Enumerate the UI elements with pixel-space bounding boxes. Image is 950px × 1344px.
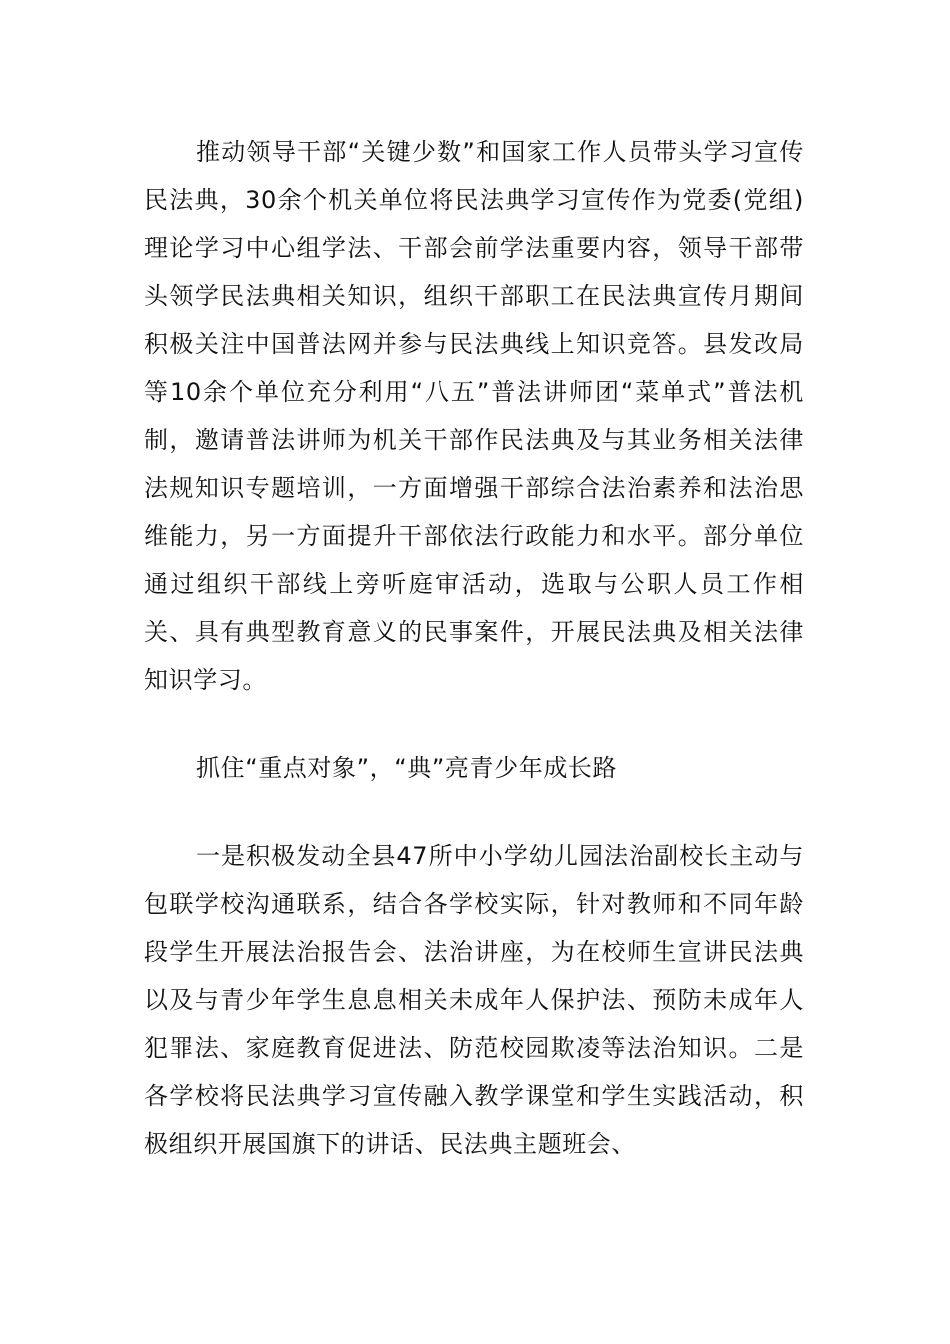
paragraph-schools: 一是积极发动全县47所中小学幼儿园法治副校长主动与包联学校沟通联系，结合各学校实际，针对教师和不同年龄段学生开展法治报告会、法治讲座，为在校师生宣讲民法典以及与青少年学生息息相关未成年人保护法、预防未成年人犯罪法、家庭教育促进法、防范校园欺凌等法治知识。二是各学校将民法典学习宣传融入教学课堂和学生实践活动，积极组织开展国旗下的讲话、民法典主题班会、: [144, 842, 804, 1158]
document-body: [144, 128, 804, 1168]
section-heading-youth: 抓住“重点对象”，“典”亮青少年成长路: [196, 754, 618, 782]
paragraph-spacer: [144, 704, 804, 744]
paragraph-spacer: [144, 792, 804, 832]
paragraph-leaders-study: 推动领导干部“关键少数”和国家工作人员带头学习宣传民法典，30余个机关单位将民法典学习宣传作为党委(党组)理论学习中心组学法、干部会前学法重要内容，领导干部带头领学民法典相关知识，组织干部职工在民法典宣传月期间积极关注中国普法网并参与民法典线上知识竞答。县发改局等10余个单位充分利用“八五”普法讲师团“菜单式”普法机制，邀请普法讲师为机关干部作民法典及与其业务相关法律法规知识专题培训，一方面增强干部综合法治素养和法治思维能力，另一方面提升干部依法行政能力和水平。部分单位通过组织干部线上旁听庭审活动，选取与公职人员工作相关、具有典型教育意义的民事案件，开展民法典及相关法律知识学习。: [144, 138, 804, 694]
